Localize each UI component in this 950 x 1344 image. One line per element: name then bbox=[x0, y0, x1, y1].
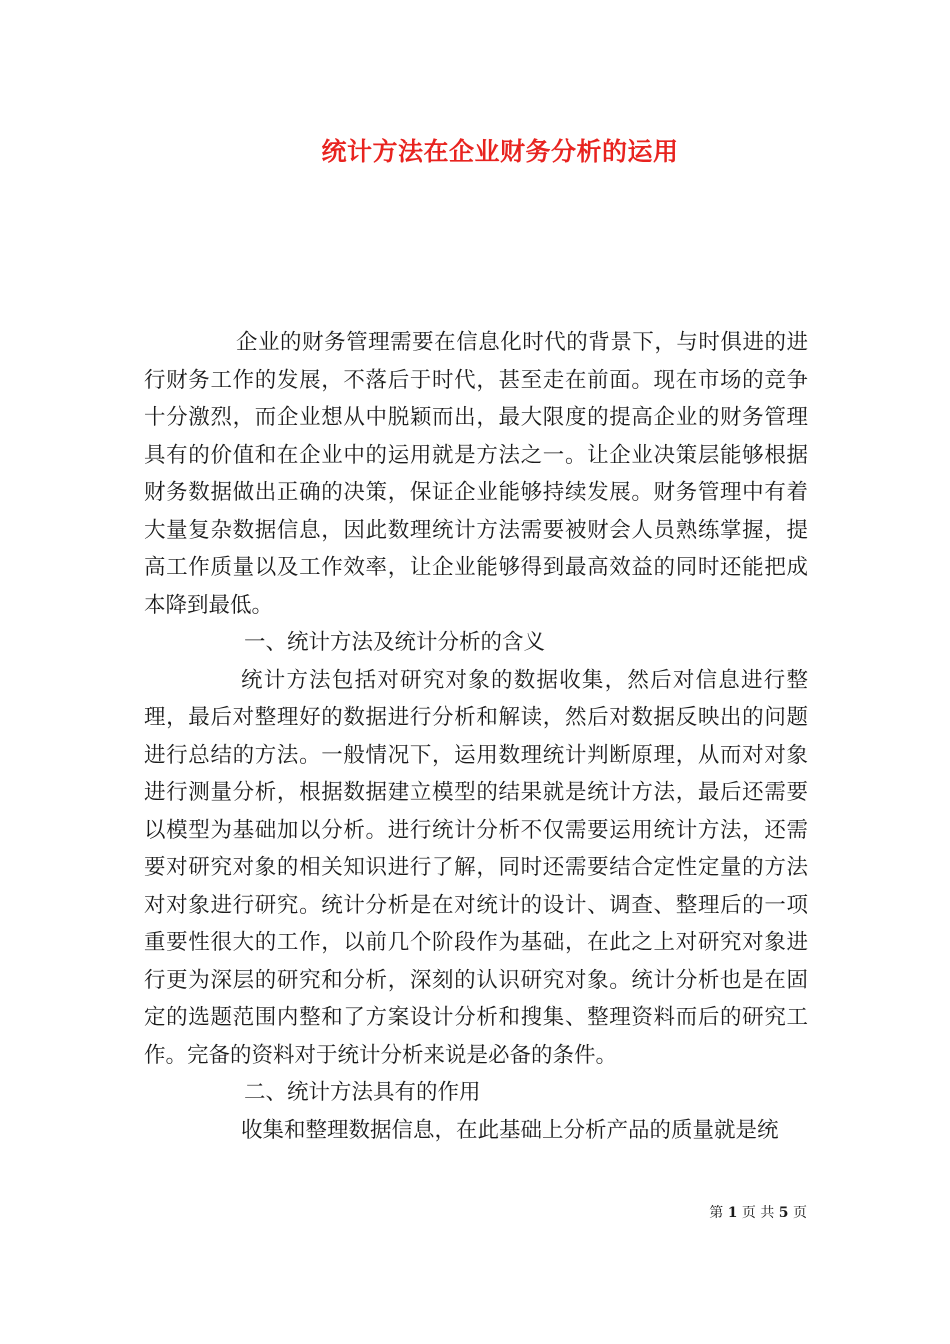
footer-suffix: 页 bbox=[793, 1205, 807, 1221]
footer-total-pages: 5 bbox=[778, 1205, 789, 1221]
document-body bbox=[144, 324, 808, 1149]
section-2-paragraph: 收集和整理数据信息，在此基础上分析产品的质量就是统 bbox=[241, 1117, 779, 1143]
section-heading-1: 一、统计方法及统计分析的含义 bbox=[244, 630, 546, 655]
footer-current-page: 1 bbox=[727, 1205, 738, 1221]
section-heading-2: 二、统计方法具有的作用 bbox=[244, 1080, 481, 1105]
page-number-footer bbox=[709, 1202, 807, 1222]
section-1-paragraph: 统计方法包括对研究对象的数据收集，然后对信息进行整理，最后对整理好的数据进行分析和解读，然后对数据反映出的问题进行总结的方法。一般情况下，运用数理统计判断原理，从而对对象进行测量分析，根据数据建立模型的结果就是统计方法，最后还需要以模型为基础加以分析。进行统计分析不仅需要运用统计方法，还需要对研究对象的相关知识进行了解，同时还需要结合定性定量的方法对对象进行研究。统计分析是在对统计的设计、调查、整理后的一项重要性很大的工作，以前几个阶段作为基础，在此之上对研究对象进行更为深层的研究和分析，深刻的认识研究对象。统计分析也是在固定的选题范围内整和了方案设计分析和搜集、整理资料而后的研究工作。完备的资料对于统计分析来说是必备的条件。 bbox=[144, 667, 808, 1068]
intro-paragraph: 企业的财务管理需要在信息化时代的背景下，与时俱进的进行财务工作的发展，不落后于时代，甚至走在前面。现在市场的竞争十分激烈，而企业想从中脱颖而出，最大限度的提高企业的财务管理具有的价值和在企业中的运用就是方法之一。让企业决策层能够根据财务数据做出正确的决策，保证企业能够持续发展。财务管理中有着大量复杂数据信息，因此数理统计方法需要被财会人员熟练掌握，提高工作质量以及工作效率，让企业能够得到最高效益的同时还能把成本降到最低。 bbox=[144, 330, 808, 618]
document-title: 统计方法在企业财务分析的运用 bbox=[321, 137, 679, 166]
footer-prefix: 第 bbox=[709, 1205, 724, 1221]
footer-middle: 页 共 bbox=[741, 1205, 775, 1221]
